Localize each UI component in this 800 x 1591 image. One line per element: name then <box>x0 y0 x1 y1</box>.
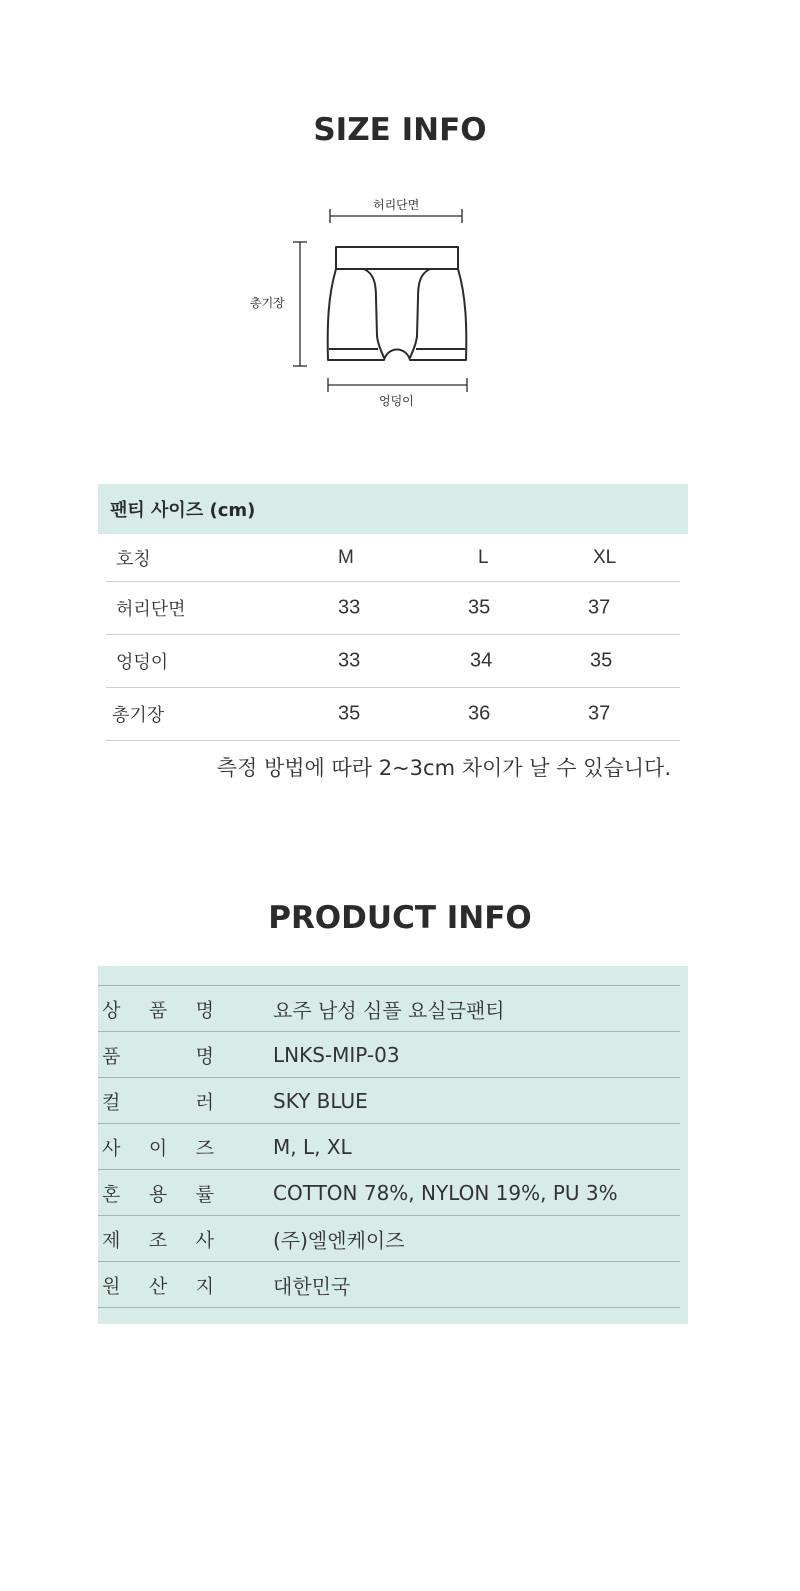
label-char: 품 <box>102 1045 121 1067</box>
table-row <box>98 1215 680 1261</box>
row-label <box>102 1225 214 1252</box>
row-value: LNKS-MIP-03 <box>273 1042 400 1067</box>
hip-measure-label: 엉덩이 <box>379 394 414 408</box>
size-table-header-row <box>106 534 680 582</box>
cell-m: 33 <box>338 649 361 672</box>
cell-m: 33 <box>338 596 361 619</box>
size-info-title: SIZE INFO <box>313 112 487 148</box>
row-label: 허리단면 <box>116 599 186 620</box>
label-char: 혼 <box>102 1183 121 1205</box>
size-diagram <box>230 186 510 416</box>
row-label <box>102 1133 214 1160</box>
label-char: 명 <box>195 999 214 1021</box>
label-char: 상 <box>102 999 121 1021</box>
label-char: 즈 <box>195 1137 214 1159</box>
product-info-title: PRODUCT INFO <box>268 900 532 936</box>
row-label <box>102 1271 214 1298</box>
measurement-note: 측정 방법에 따라 2~3cm 차이가 날 수 있습니다. <box>216 756 671 780</box>
label-char: 사 <box>102 1137 121 1159</box>
label-char: 컬 <box>102 1091 121 1113</box>
label-char: 지 <box>195 1275 214 1297</box>
row-value: COTTON 78%, NYLON 19%, PU 3% <box>273 1180 618 1205</box>
label-char: 원 <box>102 1275 121 1297</box>
label-char: 러 <box>195 1091 214 1113</box>
waist-measure-label: 허리단면 <box>373 198 420 212</box>
row-label: 총기장 <box>112 705 165 726</box>
cell-l: 35 <box>468 596 491 619</box>
row-value: SKY BLUE <box>273 1088 368 1113</box>
column-header-xl: XL <box>593 546 617 568</box>
label-char: 용 <box>148 1183 168 1205</box>
row-label <box>102 1041 214 1068</box>
label-char: 품 <box>148 999 168 1021</box>
table-row <box>106 582 680 635</box>
row-value: 대한민국 <box>273 1274 351 1298</box>
table-row <box>98 985 680 1031</box>
label-char: 산 <box>148 1275 168 1297</box>
cell-m: 35 <box>338 702 361 725</box>
row-value: (주)엘엔케이즈 <box>273 1228 405 1252</box>
row-value: M, L, XL <box>273 1134 352 1159</box>
table-row <box>106 688 680 741</box>
size-table <box>98 484 688 741</box>
table-row <box>98 1169 680 1215</box>
table-row <box>98 1123 680 1169</box>
table-row <box>98 1077 680 1123</box>
cell-l: 36 <box>468 702 491 725</box>
label-char: 률 <box>195 1183 214 1205</box>
column-header-name: 호칭 <box>116 548 151 570</box>
row-value: 요주 남성 심플 요실금팬티 <box>273 998 505 1022</box>
label-char: 명 <box>195 1045 214 1067</box>
cell-xl: 35 <box>590 649 613 672</box>
cell-xl: 37 <box>588 596 611 619</box>
column-header-l: L <box>478 546 489 568</box>
table-row <box>98 1031 680 1077</box>
label-char: 조 <box>148 1229 168 1251</box>
product-info-table <box>98 966 688 1324</box>
table-row <box>98 1261 680 1308</box>
column-header-m: M <box>338 546 354 568</box>
row-label <box>102 1087 214 1114</box>
size-table-heading: 팬티 사이즈 (cm) <box>98 484 688 534</box>
cell-xl: 37 <box>588 702 611 725</box>
row-label <box>102 1179 214 1206</box>
label-char: 이 <box>148 1137 168 1159</box>
length-measure-label: 총기장 <box>250 296 285 310</box>
cell-l: 34 <box>470 649 493 672</box>
label-char: 제 <box>102 1229 121 1251</box>
row-label: 엉덩이 <box>116 652 169 673</box>
table-row <box>106 635 680 688</box>
label-char: 사 <box>195 1229 214 1251</box>
row-label <box>102 995 214 1022</box>
